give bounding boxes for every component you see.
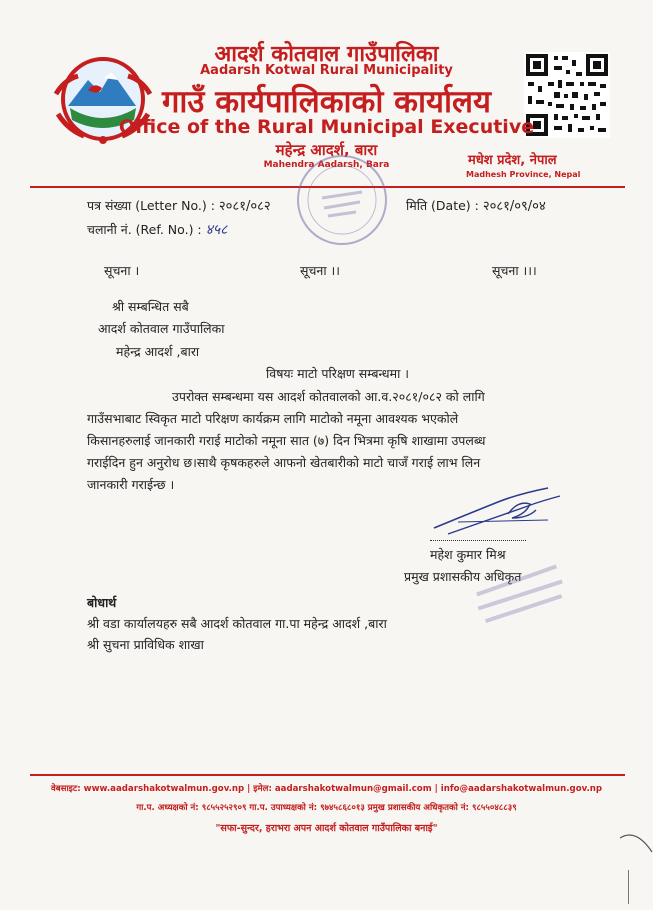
recipient-line-3: महेन्द्र आदर्श ,बारा bbox=[116, 344, 200, 359]
scan-edge-line bbox=[628, 870, 629, 904]
letter-number bbox=[87, 196, 271, 214]
recipient-line-1: श्री सम्बन्धित सबै bbox=[112, 299, 189, 314]
scan-edge-mark bbox=[618, 824, 653, 864]
notice-heading-1: सूचना । bbox=[104, 263, 140, 278]
subject-line: विषयः माटो परिक्षण सम्बन्धमा । bbox=[266, 366, 410, 381]
office-name-en: Office of the Rural Municipal Executive bbox=[118, 116, 535, 138]
footer-phone-numbers: गा.प. अध्यक्षको नं: ९८५५२५२९०९ गा.प. उपाध्यक्षको नं: ९७४५८६८०१३ प्रमुख प्रशासकीय अधिकृतको नं: ९८५५०४८८३९ bbox=[136, 803, 517, 813]
footer-divider bbox=[30, 774, 625, 776]
signatory-title: प्रमुख प्रशासकीय अधिकृत bbox=[404, 569, 522, 584]
signatory-name: महेश कुमार मिश्र bbox=[430, 547, 506, 562]
cc-heading: बोधार्थ bbox=[87, 595, 117, 610]
date-value: २०८१/०९/०४ bbox=[482, 199, 546, 214]
body-line-5: जानकारी गराईन्छ । bbox=[87, 477, 175, 492]
recipient-line-2: आदर्श कोतवाल गाउँपालिका bbox=[98, 321, 225, 336]
province-np: मधेश प्रदेश, नेपाल bbox=[468, 153, 557, 168]
date-label: मिति (Date) : bbox=[406, 198, 479, 213]
municipality-name-en: Aadarsh Kotwal Rural Municipality bbox=[200, 63, 453, 78]
body-line-2: गाउँसभाबाट स्विकृत माटो परिक्षण कार्यक्रम लागि माटोको नमूना आवश्यक भएकोले bbox=[87, 411, 459, 426]
body-line-3: किसानहरुलाई जानकारी गराई माटोको नमूना सात (७) दिन भित्रमा कृषि शाखामा उपलब्ध bbox=[87, 433, 486, 448]
handwritten-signature bbox=[428, 484, 568, 544]
date-field bbox=[406, 196, 546, 214]
cc-line-2: श्री सुचना प्राविधिक शाखा bbox=[87, 637, 204, 652]
cc-line-1: श्री वडा कार्यालयहरु सबै आदर्श कोतवाल गा.पा महेन्द्र आदर्श ,बारा bbox=[87, 616, 387, 631]
reference-number-value: ४५८ bbox=[205, 222, 228, 238]
officer-seal-stamp bbox=[465, 555, 576, 634]
location-en: Mahendra Aadarsh, Bara bbox=[263, 160, 390, 170]
office-seal-stamp bbox=[292, 150, 392, 250]
footer-slogan: "सफा-सुन्दर, हराभरा अपन आदर्श कोतवाल गाउँपालिका बनाई" bbox=[215, 823, 438, 834]
notice-heading-2: सूचना ।। bbox=[300, 263, 341, 278]
body-line-1: उपरोक्त सम्बन्धमा यस आदर्श कोतवालको आ.व.२०८१/०८२ को लागि bbox=[172, 389, 485, 404]
municipality-name-np: आदर्श कोतवाल गाउँपालिका bbox=[214, 42, 439, 67]
letter-number-value: २०८१/०८२ bbox=[218, 199, 271, 214]
reference-number-label: चलानी नं. (Ref. No.) : bbox=[87, 222, 202, 237]
province-en: Madhesh Province, Nepal bbox=[466, 170, 581, 179]
letter-number-label: पत्र संख्या (Letter No.) : bbox=[87, 198, 215, 213]
body-line-4: गराईदिन हुन अनुरोध छ।साथै कृषकहरुले आफनो खेतबारीको माटो चाजँ गराई लाभ लिन bbox=[87, 455, 481, 470]
notice-heading-3: सूचना ।।। bbox=[492, 263, 537, 278]
footer-contact-web-email: वेबसाइट: www.aadarshakotwalmun.gov.np | इमेल: aadarshakotwalmun@gmail.com | info@aadarshakotwalmun.gov.np bbox=[50, 784, 603, 794]
office-name-np: गाउँ कार्यपालिकाको कार्यालय bbox=[161, 84, 492, 120]
signature-dotted-line bbox=[430, 540, 526, 541]
reference-number bbox=[87, 220, 227, 239]
location-np: महेन्द्र आदर्श, बारा bbox=[275, 141, 378, 159]
